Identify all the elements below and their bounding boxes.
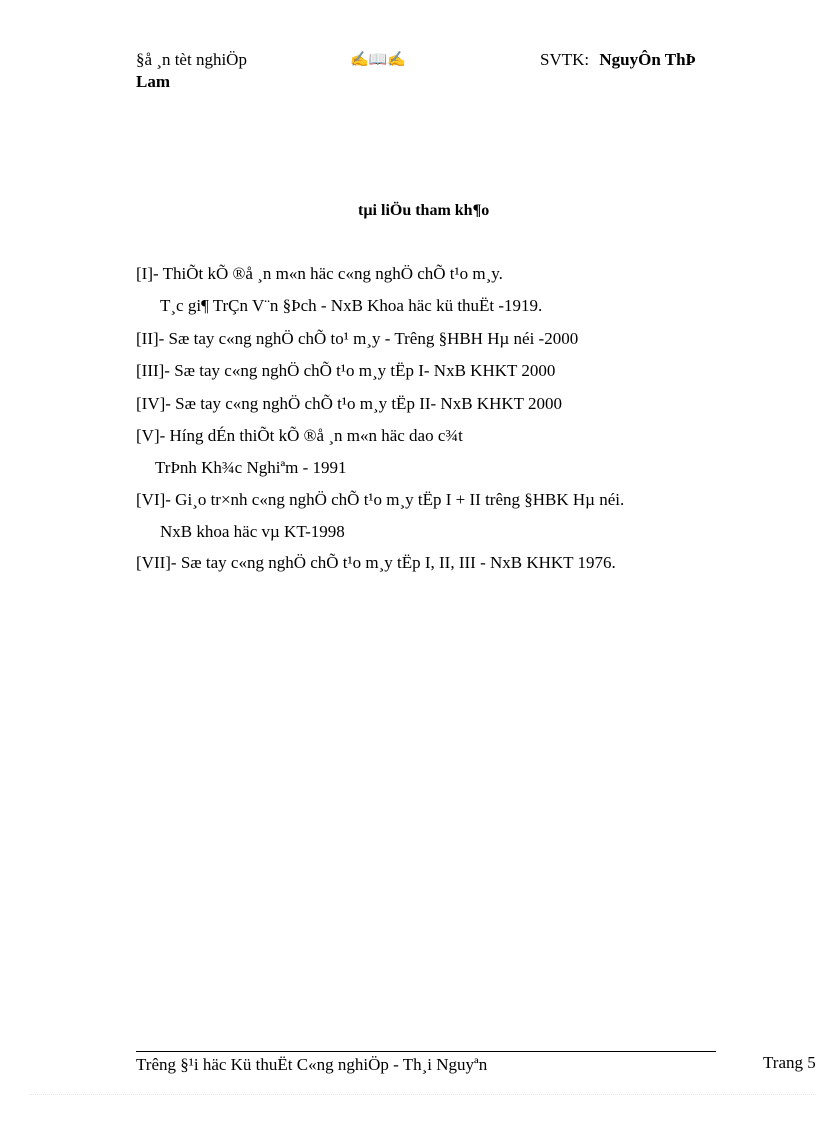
footer-institution: Trêng §¹i häc Kü thuËt C«ng nghiÖp - Th¸i Nguyªn — [136, 1055, 488, 1074]
reference-4: [IV]- Sæ tay c«ng nghÖ chÕ t¹o m¸y tËp II- NxB KHKT 2000 — [136, 394, 562, 413]
author-name-continued: Lam — [136, 72, 170, 91]
header-left-title: §å ¸n tèt nghiÖp — [136, 50, 247, 69]
reference-6-line-2: NxB khoa häc vµ KT-1998 — [160, 522, 345, 541]
book-ornament-icon: ✍📖✍ — [350, 52, 407, 68]
reference-3: [III]- Sæ tay c«ng nghÖ chÕ t¹o m¸y tËp I- NxB KHKT 2000 — [136, 361, 556, 380]
reference-2: [II]- Sæ tay c«ng nghÖ chÕ to¹ m¸y - Trêng §HBH Hµ néi -2000 — [136, 329, 579, 348]
reference-5-line-2: TrÞnh Kh¾c Nghiªm - 1991 — [155, 458, 347, 477]
author-name: NguyÔn ThÞ — [599, 50, 696, 69]
reference-6-line-1: [VI]- Gi¸o tr×nh c«ng nghÖ chÕ t¹o m¸y tËp I + II trêng §HBK Hµ néi. — [136, 490, 625, 509]
footer-rule — [136, 1051, 716, 1052]
header-svtk — [540, 50, 696, 70]
section-title: tµi liÖu tham kh¶o — [358, 202, 490, 219]
reference-7: [VII]- Sæ tay c«ng nghÖ chÕ t¹o m¸y tËp I, II, III - NxB KHKT 1976. — [136, 553, 616, 572]
svtk-label: SVTK: — [540, 50, 590, 69]
footer-page-number: Trang 5 — [763, 1053, 816, 1072]
page-bottom-divider — [30, 1094, 816, 1095]
reference-5-line-1: [V]- Híng dÉn thiÕt kÕ ®å ¸n m«n häc dao c¾t — [136, 426, 463, 445]
reference-1-line-2: T¸c gi¶ TrÇn V¨n §Þch - NxB Khoa häc kü thuËt -1919. — [160, 296, 543, 315]
reference-1-line-1: [I]- ThiÕt kÕ ®å ¸n m«n häc c«ng nghÖ chÕ t¹o m¸y. — [136, 264, 503, 283]
